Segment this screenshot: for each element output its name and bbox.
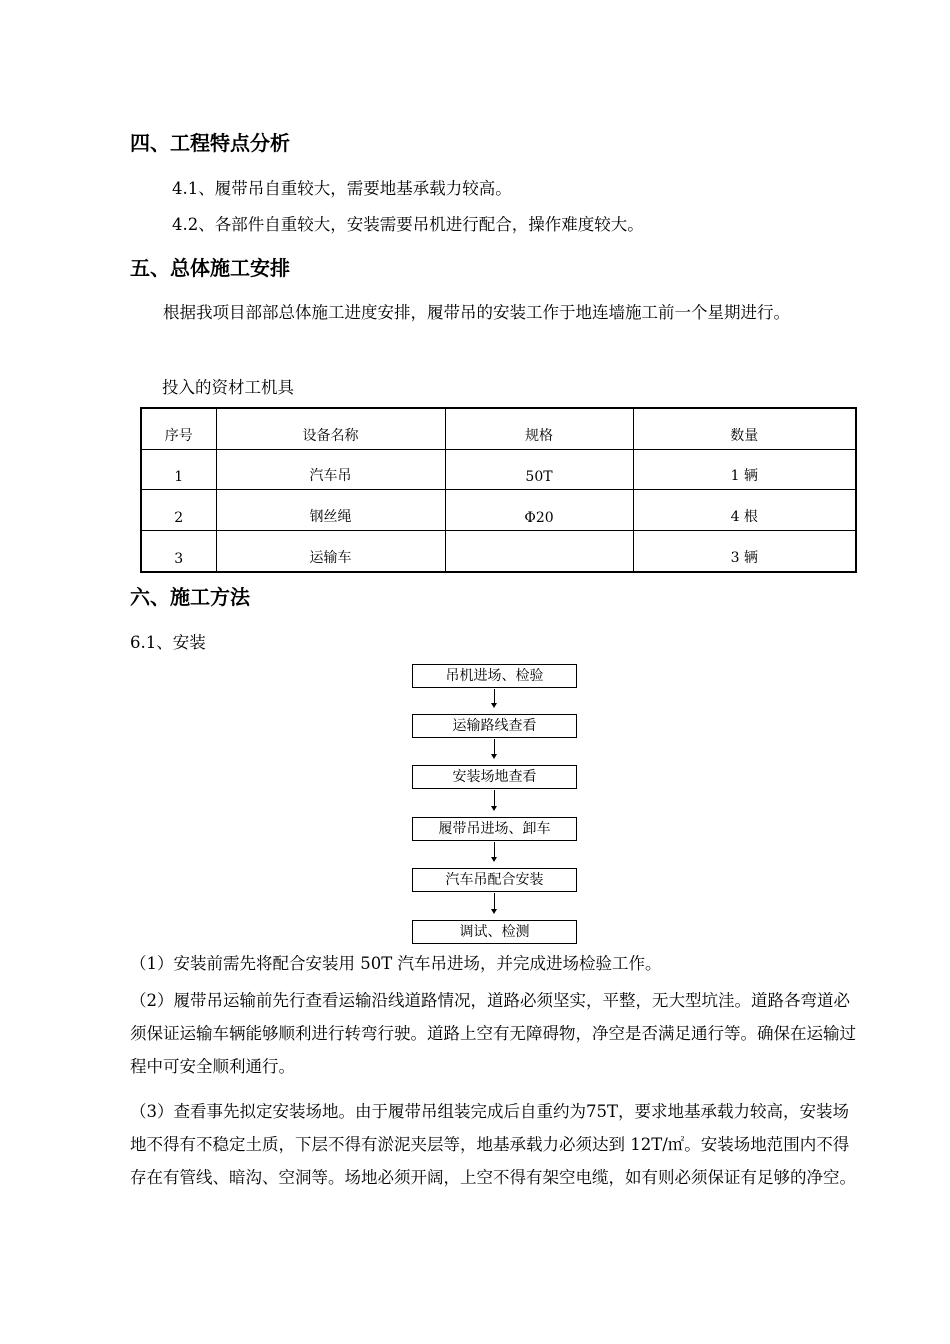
- flow-arrowhead: [491, 857, 497, 862]
- table-caption: 投入的资材工机具: [162, 378, 294, 397]
- flow-arrowhead: [491, 754, 497, 759]
- table-cell: 1 辆: [633, 449, 856, 490]
- flow-arrow: [494, 689, 495, 703]
- section5-paragraph: 根据我项目部部总体施工进度安排，履带吊的安装工作于地连墙施工前一个星期进行。: [163, 303, 790, 322]
- table-cell: [445, 531, 633, 572]
- flow-arrow: [494, 739, 495, 754]
- flow-arrowhead: [491, 909, 497, 914]
- section5-heading: 五、总体施工安排: [130, 256, 290, 280]
- table-cell: 4 根: [633, 490, 856, 531]
- flow-step: 安装场地查看: [412, 765, 577, 789]
- section6-sub1: 6.1、安装: [130, 633, 206, 652]
- flow-step: 调试、检测: [412, 920, 577, 944]
- table-header-cell: 数量: [633, 408, 856, 449]
- flow-arrow: [494, 842, 495, 857]
- table-cell: 3: [141, 531, 216, 572]
- install-paragraph-1: （1）安装前需先将配合安装用 50T 汽车吊进场，并完成进场检验工作。: [130, 954, 662, 973]
- table-cell: 钢丝绳: [216, 490, 445, 531]
- flow-arrowhead: [491, 806, 497, 811]
- table-cell: 汽车吊: [216, 449, 445, 490]
- table-cell: 2: [141, 490, 216, 531]
- equipment-table: [140, 407, 857, 573]
- table-header-cell: 序号: [141, 408, 216, 449]
- table-row: [141, 490, 856, 531]
- table-cell: 50T: [445, 449, 633, 490]
- flow-step: 运输路线查看: [412, 714, 577, 738]
- table-cell: Φ20: [445, 490, 633, 531]
- section4-item2: 4.2、各部件自重较大，安装需要吊机进行配合，操作难度较大。: [172, 215, 644, 234]
- flow-step: 汽车吊配合安装: [412, 868, 577, 892]
- table-cell: 3 辆: [633, 531, 856, 572]
- section6-heading: 六、施工方法: [130, 585, 250, 609]
- table-header-row: [141, 408, 856, 449]
- section4-heading: 四、工程特点分析: [130, 131, 290, 155]
- install-paragraph-2: （2）履带吊运输前先行查看运输沿线道路情况，道路必须坚实，平整，无大型坑洼。道路各弯道必须保证运输车辆能够顺利进行转弯行驶。道路上空有无障碍物，净空是否满足通行等。确保在运输过程中可安全顺利通行。: [130, 991, 856, 1076]
- flow-arrow: [494, 790, 495, 806]
- flow-step: 吊机进场、检验: [412, 664, 577, 688]
- flow-step: 履带吊进场、卸车: [412, 817, 577, 841]
- table-cell: 运输车: [216, 531, 445, 572]
- flow-arrow: [494, 893, 495, 909]
- section4-item1: 4.1、履带吊自重较大，需要地基承载力较高。: [172, 179, 512, 198]
- table-row: [141, 531, 856, 572]
- flow-arrowhead: [491, 703, 497, 708]
- install-paragraph-3: （3）查看事先拟定安装场地。由于履带吊组装完成后自重约为75T，要求地基承载力较高，安装场地不得有不稳定土质，下层不得有淤泥夹层等，地基承载力必须达到 12T/㎡。安装场地范围内不得存在有管线、暗沟、空洞等。场地必须开阔，上空不得有架空电缆，如有则必须保证有足够的净空。: [130, 1102, 856, 1187]
- table-cell: 1: [141, 449, 216, 490]
- table-header-cell: 规格: [445, 408, 633, 449]
- table-header-cell: 设备名称: [216, 408, 445, 449]
- table-row: [141, 449, 856, 490]
